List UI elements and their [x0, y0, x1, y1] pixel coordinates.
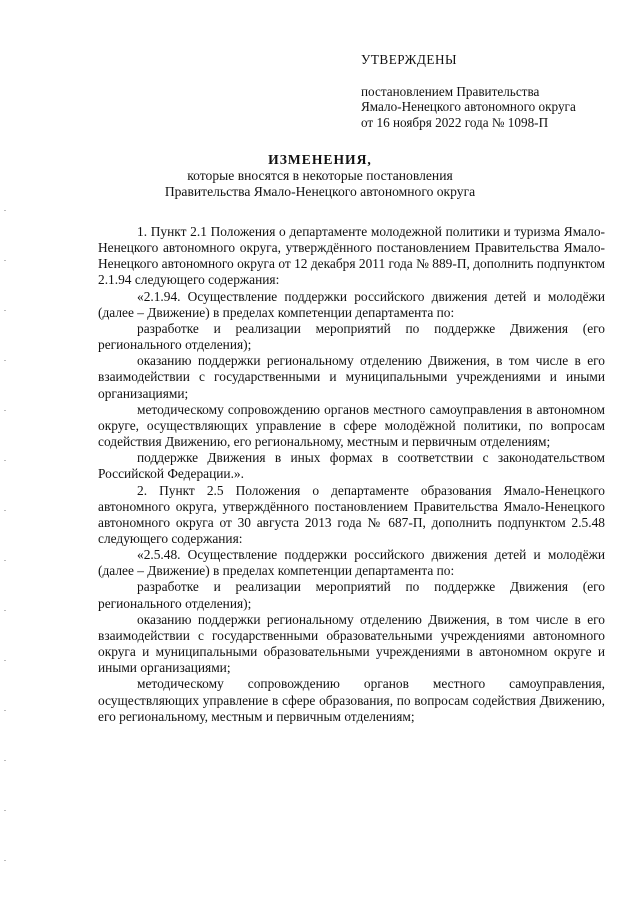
heading-subtitle: которые вносятся в некоторые постановления [187, 167, 453, 183]
approval-line: от 16 ноября 2022 года № 1098-П [361, 114, 549, 130]
paragraph: оказанию поддержки региональному отделению Движения, в том числе в его взаимодействии с государственными образовательными учреждениями автономного округа и муниципальными образовательными учреждениями в автономном округе и иными организациями; [98, 611, 605, 676]
paragraph: 1. Пункт 2.1 Положения о департаменте молодежной политики и туризма Ямало-Ненецкого автономного округа, утверждённого постановлением Правительства Ямало-Ненецкого автономного округа от 12 декабря 2011 года № 889-П, дополнить подпунктом 2.1.94 следующего содержания: [98, 224, 605, 288]
document-heading [0, 152, 640, 199]
paragraph: поддержке Движения в иных формах в соответствии с законодательством Российской Федерации.». [98, 450, 605, 482]
approval-title: УТВЕРЖДЕНЫ [361, 52, 458, 67]
approval-line: Ямало-Ненецкого автономного округа [361, 99, 576, 115]
paragraph: разработке и реализации мероприятий по поддержке Движения (его регионального отделения); [98, 320, 605, 353]
heading-title: ИЗМЕНЕНИЯ, [268, 152, 372, 167]
approval-line: постановлением Правительства [361, 83, 540, 99]
paragraph: методическому сопровождению органов местного самоуправления, осуществляющих управление в сфере образования, по вопросам содействия Движению, его региональному, местным и первичным отделениям; [98, 676, 605, 724]
heading-subtitle: Правительства Ямало-Ненецкого автономного округа [164, 183, 476, 199]
paragraph: методическому сопровождению органов местного самоуправления в автономном округе, осуществляющих управление в сфере молодёжной политики, по вопросам содействия Движению, его региональному, местным и первичным отделениям; [98, 401, 605, 450]
approval-block [361, 52, 631, 130]
paragraph: 2. Пункт 2.5 Положения о департаменте образования Ямало-Ненецкого автономного округа, утверждённого постановлением Правительства Ямало-Ненецкого автономного округа от 30 августа 2013 года № 687-П, дополнить подпунктом 2.5.48 следующего содержания: [98, 482, 605, 546]
paragraph: оказанию поддержки региональному отделению Движения, в том числе в его взаимодействии с государственными и муниципальными учреждениями и иными организациями; [98, 353, 605, 401]
paragraph: «2.1.94. Осуществление поддержки российского движения детей и молодёжи (далее – Движение) в пределах компетенции департамента по: [98, 288, 605, 320]
document-body [98, 224, 605, 725]
scan-margin-marks [4, 200, 8, 900]
paragraph: «2.5.48. Осуществление поддержки российского движения детей и молодёжи (далее – Движение) в пределах компетенции департамента по: [98, 547, 605, 579]
paragraph: разработке и реализации мероприятий по поддержке Движения (его регионального отделения); [98, 579, 605, 611]
